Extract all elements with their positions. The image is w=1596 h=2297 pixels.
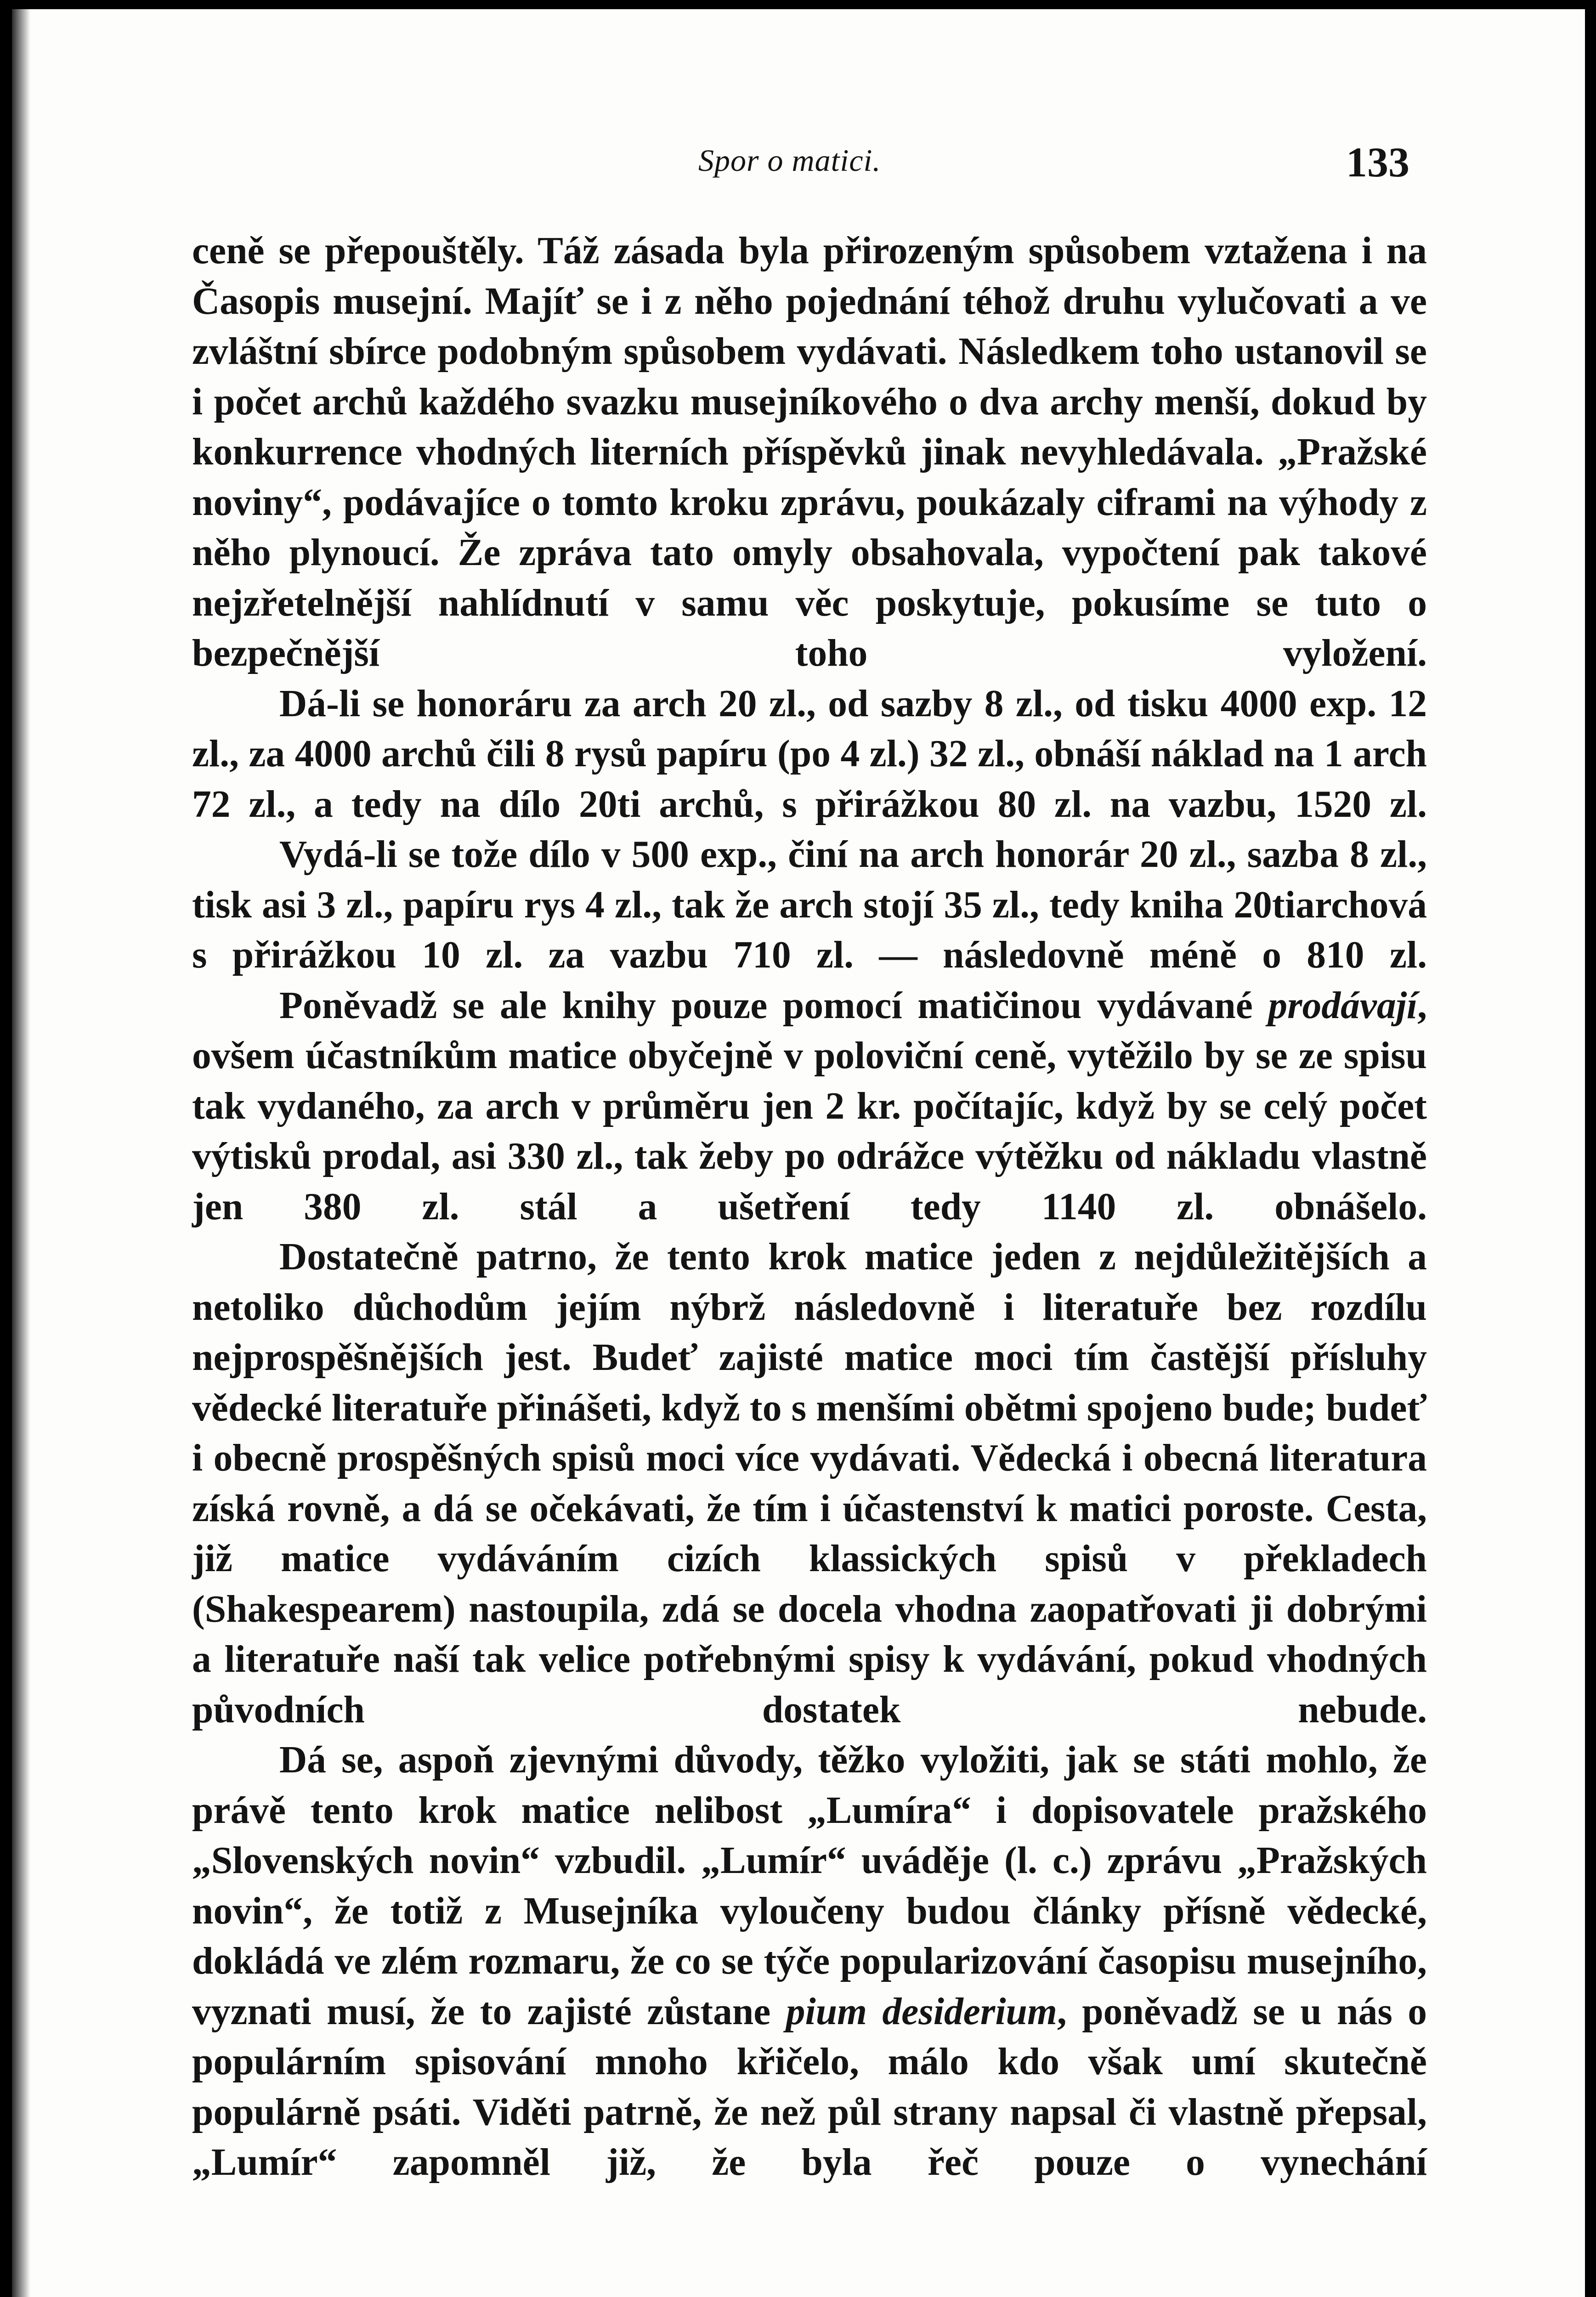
running-title: Spor o matici. bbox=[698, 143, 881, 178]
paragraph bbox=[192, 830, 1427, 981]
paragraph-text: , poněvadž se u nás o populárním spisování mnoho křičelo, málo kdo však umí skutečně populárně psáti. Viděti patrně, že než půl strany napsal či vlastně přepsal, „Lumír“ zapomněl již, že byla řeč pouze o vynechání bbox=[192, 1990, 1427, 2184]
paragraph-text: , ovšem účastníkům matice obyčejně v poloviční ceně, vytěžilo by se ze spisu tak vydaného, za arch v průměru jen 2 kr. počítajíc, když by se celý počet výtisků prodal, asi 330 zl., tak žeby po odrážce výtěžku od nákladu vlastně jen 380 zl. stál a ušetření tedy 1140 zl. obnášelo. bbox=[192, 984, 1427, 1228]
paragraph bbox=[192, 226, 1427, 679]
paragraph-text: Dá-li se honoráru za arch 20 zl., od sazby 8 zl., od tisku 4000 exp. 12 zl., za 4000 archů čili 8 rysů papíru (po 4 zl.) 32 zl., obnáší náklad na 1 arch 72 zl., a tedy na dílo 20ti archů, s přirážkou 80 zl. na vazbu, 1520 zl. bbox=[192, 682, 1427, 826]
paragraph-text: ceně se přepouštěly. Táž zásada byla přirozeným spůsobem vztažena i na Časopis musejní. Majíť se i z něho pojednání téhož druhu vylučovati a ve zvláštní sbírce podobným spůsobem vydávati. Následkem toho ustanovil se i počet archů každého svazku musejníkového o dva archy menší, dokud by konkurrence vhodných literních příspěvků jinak nevyhledávala. „Pražské noviny“, podávajíce o tomto kroku zprávu, poukázaly ciframi na výhody z něho plynoucí. Že zpráva tato omyly obsahovala, vypočtení pak takové nejzřetelnější nahlídnutí v samu věc poskytuje, pokusíme se tuto o bezpečnější toho vyložení. bbox=[192, 230, 1427, 674]
body-text bbox=[192, 226, 1427, 2188]
paragraph bbox=[192, 1735, 1427, 2188]
italic-emphasis: prodávají bbox=[1268, 984, 1418, 1027]
binding-shadow bbox=[12, 9, 30, 2297]
page-number: 133 bbox=[1346, 139, 1409, 186]
paragraph-text: Dostatečně patrno, že tento krok matice jeden z nejdůležitějších a netoliko důchodům jejím nýbrž následovně i literatuře bez rozdílu nejprospěšnějších jest. Budeť zajisté matice moci tím častější přísluhy vědecké literatuře přinášeti, když to s menšími obětmi spojeno bude; budeť i obecně prospěšných spisů moci více vydávati. Vědecká i obecná literatura získá rovně, a dá se očekávati, že tím i účastenství k matici poroste. Cesta, již matice vydáváním cizích klassických spisů v překladech (Shakespearem) nastoupila, zdá se docela vhodna zaopatřovati ji dobrými a literatuře naší tak velice potřebnými spisy k vydávání, pokud vhodných původních dostatek nebude. bbox=[192, 1236, 1427, 1731]
paragraph-text: Vydá-li se tože dílo v 500 exp., činí na arch honorár 20 zl., sazba 8 zl., tisk asi 3 zl., papíru rys 4 zl., tak že arch stojí 35 zl., tedy kniha 20tiarchová s přirážkou 10 zl. za vazbu 710 zl. — následovně méně o 810 zl. bbox=[192, 833, 1427, 976]
italic-emphasis: pium desiderium bbox=[786, 1990, 1057, 2033]
page-header bbox=[0, 138, 1596, 193]
paragraph bbox=[192, 679, 1427, 830]
paragraph-text: Poněvadž se ale knihy pouze pomocí matičinou vydávané bbox=[279, 984, 1268, 1027]
paragraph bbox=[192, 981, 1427, 1233]
paragraph-text: Dá se, aspoň zjevnými důvody, těžko vyložiti, jak se státi mohlo, že právě tento krok matice nelibost „Lumíra“ i dopisovatele pražského „Slovenských novin“ vzbudil. „Lumír“ uváděje (l. c.) zprávu „Pražských novin“, že totiž z Musejníka vyloučeny budou články přísně vědecké, dokládá ve zlém rozmaru, že co se týče popularizování časopisu musejního, vyznati musí, že to zajisté zůstane bbox=[192, 1739, 1427, 2033]
paragraph bbox=[192, 1232, 1427, 1735]
